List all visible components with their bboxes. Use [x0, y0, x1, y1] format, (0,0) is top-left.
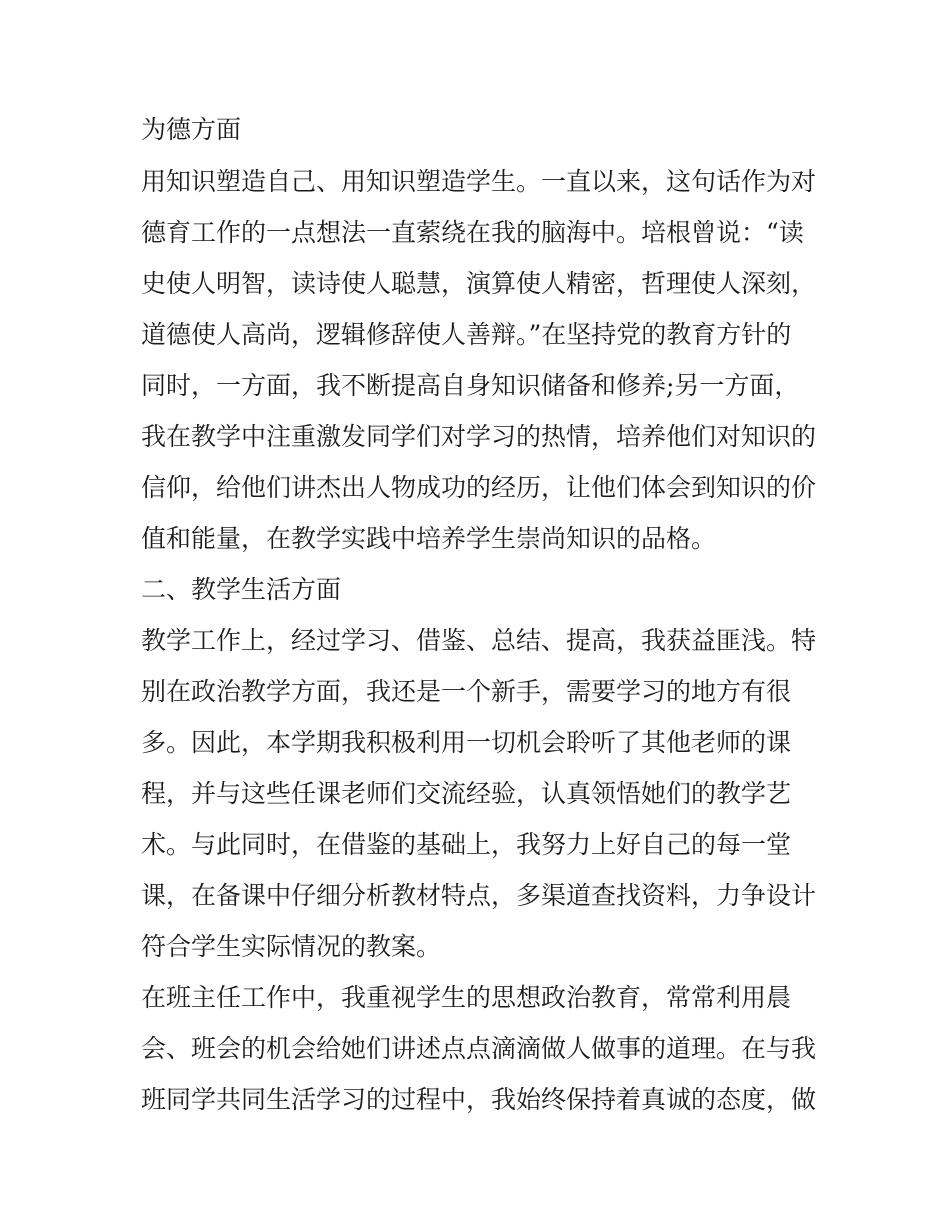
text-line: 程，并与这些任课老师们交流经验，认真领悟她们的教学艺	[141, 779, 792, 808]
text-line: 别在政治教学方面，我还是一个新手，需要学习的地方有很	[141, 677, 792, 706]
text-line: 符合学生实际情况的教案。	[141, 932, 442, 961]
text-line: 教学工作上，经过学习、借鉴、总结、提高，我获益匪浅。特	[141, 626, 817, 655]
text-line: 在班主任工作中，我重视学生的思想政治教育，常常利用晨	[141, 983, 792, 1012]
text-line: 信仰，给他们讲杰出人物成功的经历，让他们体会到知识的价	[141, 473, 817, 502]
text-line: 课，在备课中仔细分析教材特点，多渠道查找资料，力争设计	[141, 881, 817, 910]
text-line: 道德使人高尚，逻辑修辞使人善辩。”在坚持党的教育方针的	[141, 320, 792, 349]
text-line: 德育工作的一点想法一直萦绕在我的脑海中。培根曾说：“读	[141, 218, 804, 247]
text-line: 用知识塑造自己、用知识塑造学生。一直以来，这句话作为对	[141, 167, 817, 196]
text-line: 多。因此，本学期我积极利用一切机会聆听了其他老师的课	[141, 728, 792, 757]
text-line: 术。与此同时，在借鉴的基础上，我努力上好自己的每一堂	[141, 830, 792, 859]
section-heading-moral: 为德方面	[141, 115, 242, 144]
text-line: 同时，一方面，我不断提高自身知识储备和修养;另一方面，	[141, 371, 800, 400]
section-heading-teaching: 二、教学生活方面	[141, 575, 342, 604]
text-line: 班同学共同生活学习的过程中，我始终保持着真诚的态度，做	[141, 1085, 817, 1114]
text-line: 会、班会的机会给她们讲述点点滴滴做人做事的道理。在与我	[141, 1034, 817, 1063]
text-line: 值和能量，在教学实践中培养学生崇尚知识的品格。	[141, 524, 717, 553]
text-line: 史使人明智，读诗使人聪慧，演算使人精密，哲理使人深刻，	[141, 269, 817, 298]
text-line: 我在教学中注重激发同学们对学习的热情，培养他们对知识的	[141, 422, 817, 451]
